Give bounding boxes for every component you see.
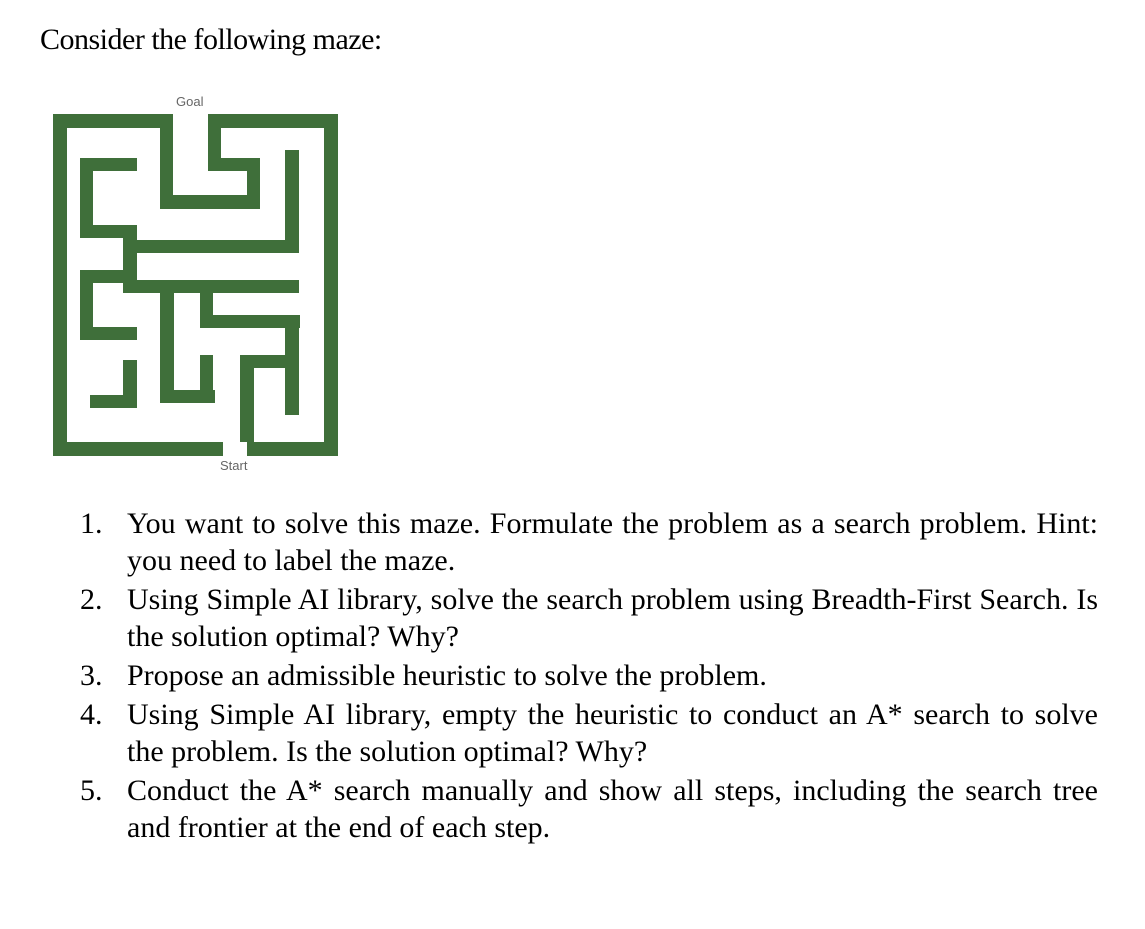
question-item: [80, 505, 1098, 579]
question-text: Using Simple AI library, solve the search problem using Breadth-First Search. Is the solution optimal? Why?: [127, 583, 1098, 653]
maze-walls: [53, 114, 338, 456]
question-number: 3.: [80, 659, 103, 692]
question-item: [80, 657, 1098, 694]
question-number: 2.: [80, 583, 103, 616]
question-text: Conduct the A* search manually and show all steps, including the search tree and frontier at the end of each step.: [127, 774, 1098, 844]
intro-text: Consider the following maze:: [40, 23, 382, 56]
question-list: [80, 505, 1098, 848]
question-text: You want to solve this maze. Formulate the problem as a search problem. Hint: you need to label the maze.: [127, 507, 1098, 577]
question-item: [80, 696, 1098, 770]
maze-diagram: [50, 90, 345, 480]
question-number: 5.: [80, 774, 103, 807]
goal-label: Goal: [176, 94, 204, 109]
question-number: 4.: [80, 698, 103, 731]
start-label: Start: [220, 458, 248, 473]
question-text: Using Simple AI library, empty the heuristic to conduct an A* search to solve the problem. Is the solution optimal? Why?: [127, 698, 1098, 768]
question-item: [80, 772, 1098, 846]
question-text: Propose an admissible heuristic to solve the problem.: [127, 659, 767, 692]
maze-figure: [50, 90, 345, 480]
question-number: 1.: [80, 507, 103, 540]
question-item: [80, 581, 1098, 655]
